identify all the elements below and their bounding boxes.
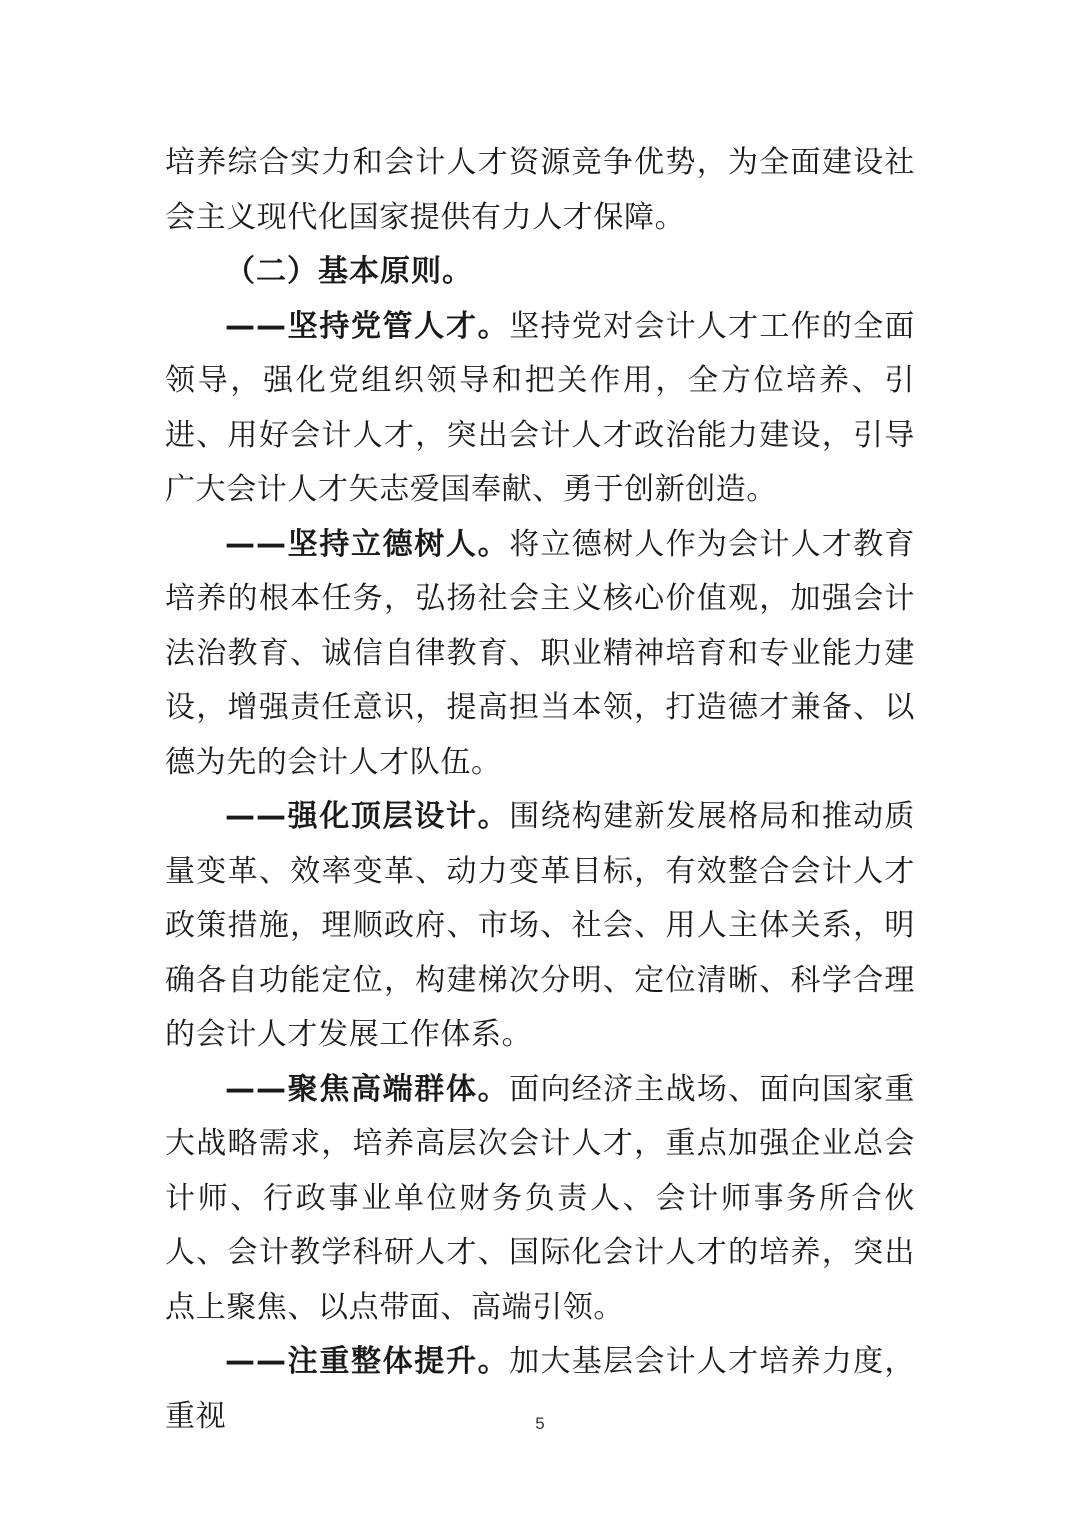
principle-heading: ——坚持立德树人。 bbox=[225, 526, 510, 562]
principle-paragraph bbox=[165, 518, 915, 791]
principle-heading: ——聚焦高端群体。 bbox=[225, 1071, 510, 1107]
principle-text: 坚持党对会计人才工作的全面领导，强化党组织领导和把关作用，全方位培养、引进、用好会计人才，突出会计人才政治能力建设，引导广大会计人才矢志爱国奉献、勇于创新创造。 bbox=[165, 308, 915, 507]
principle-text: 面向经济主战场、面向国家重大战略需求，培养高层次会计人才，重点加强企业总会计师、行政事业单位财务负责人、会计师事务所合伙人、会计教学科研人才、国际化会计人才的培养，突出点上聚焦、以点带面、高端引领。 bbox=[165, 1071, 915, 1325]
paragraph-continuation bbox=[165, 136, 915, 245]
section-heading-text: （二）基本原则。 bbox=[225, 254, 473, 289]
principle-heading: ——坚持党管人才。 bbox=[225, 308, 510, 344]
document-body bbox=[165, 136, 915, 1444]
principle-paragraph bbox=[165, 1063, 915, 1336]
page-number: 5 bbox=[535, 1414, 545, 1433]
section-heading bbox=[165, 245, 915, 300]
principle-paragraph bbox=[165, 790, 915, 1063]
principle-heading: ——注重整体提升。 bbox=[225, 1344, 510, 1379]
principle-paragraph bbox=[165, 300, 915, 518]
principle-text: 将立德树人作为会计人才教育培养的根本任务，弘扬社会主义核心价值观，加强会计法治教育、诚信自律教育、职业精神培育和专业能力建设，增强责任意识，提高担当本领，打造德才兼备、以德为先的会计人才队伍。 bbox=[165, 526, 915, 780]
paragraph-text: 培养综合实力和会计人才资源竞争优势，为全面建设社会主义现代化国家提供有力人才保障。 bbox=[165, 145, 915, 235]
principle-text: 围绕构建新发展格局和推动质量变革、效率变革、动力变革目标，有效整合会计人才政策措施，理顺政府、市场、社会、用人主体关系，明确各自功能定位，构建梯次分明、定位清晰、科学合理的会计人才发展工作体系。 bbox=[165, 799, 915, 1052]
principle-text: 加大基层会计人才培养力度，重视 bbox=[165, 1344, 915, 1434]
principle-heading: ——强化顶层设计。 bbox=[225, 799, 510, 834]
